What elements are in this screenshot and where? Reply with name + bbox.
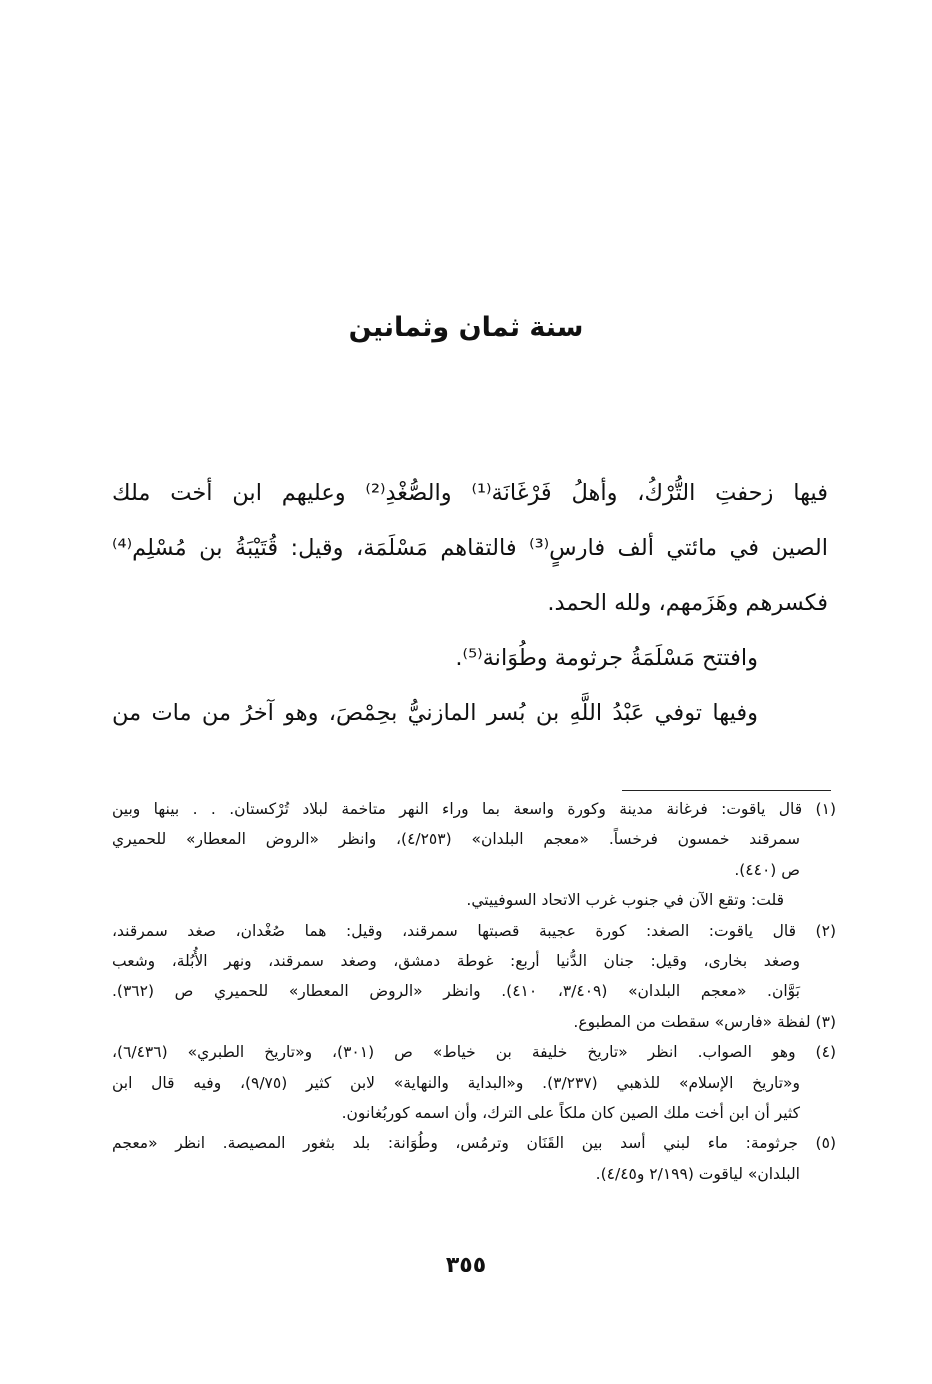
footnote-line: و«تاريخ الإسلام» للذهبي (٣/٢٣٧). و«البداية والنهاية» لابن كثير (٩/٧٥)، وفيه قال ابن <box>112 1073 800 1092</box>
body-line: فكسرهم وهَزَمهم، ولله الحمد. <box>547 590 828 616</box>
body-line: فيها زحفتِ التُّرْكُ، وأهلُ فَرْغَانَة⁽¹⁾ والصُّغْدِ⁽²⁾ وعليهم ابن أخت ملك <box>112 480 828 506</box>
footnote-line: البلدان» لياقوت (٢/١٩٩ و٤/٤٥). <box>595 1164 800 1183</box>
main-text <box>112 466 828 741</box>
footnote-line: وصغد بخارى، وقيل: جنان الدُّنيا أربع: غوطة دمشق، وصغد سمرقند، ونهر الأُبُلة، وشعب <box>112 951 800 970</box>
chapter-title: سنة ثمان وثمانين <box>348 312 584 343</box>
footnote-divider <box>622 790 831 791</box>
body-line: وافتتح مَسْلَمَةُ جرثومة وطُوَانة⁽⁵⁾. <box>455 645 758 671</box>
footnote-line: (١) قال ياقوت: فرغانة مدينة وكورة واسعة بما وراء النهر متاخمة لبلاد تُرْكستان. . . بينها وبين <box>112 800 836 818</box>
footnote-line: (٢) قال ياقوت: الصغد: كورة عجيبة قصبتها سمرقند، وقيل: هما صُغْدان، صغد سمرقند، <box>112 921 836 940</box>
page-number: ٣٥٥ <box>445 1253 487 1278</box>
body-line: الصين في مائتي ألف فارسٍ⁽³⁾ فالتقاهم مَسْلَمَة، وقيل: قُتَيْبَةُ بن مُسْلِم⁽⁴⁾ <box>112 535 828 561</box>
footnote-line: سمرقند خمسون فرخساً. «معجم البلدان» (٤/٢٥٣)، وانظر «الروض المعطار» للحميري <box>112 830 800 849</box>
footnote-line: كثير أن ابن أخت ملك الصين كان ملكاً على الترك، وأن اسمه كوربُغانون. <box>341 1103 800 1122</box>
footnote-line: ص (٤٤٠). <box>734 860 800 879</box>
footnotes <box>112 794 836 1189</box>
footnote-line: بَوَّان. «معجم البلدان» (٣/٤٠٩، ٤١٠). وانظر «الروض المعطار» للحميري ص (٣٦٢). <box>112 982 800 1001</box>
footnote-line: (٥) جرثومة: ماء لبني أسد بين القَنَان وترمُس، وطُوَانة: بلد بثغور المصيصة. انظر «معجم <box>112 1134 836 1153</box>
footnote-line: (٤) وهو الصواب. انظر «تاريخ خليفة بن خياط» ص (٣٠١)، و«تاريخ الطبري» (٦/٤٣٦)، <box>112 1043 836 1062</box>
footnote-line: قلت: وتقع الآن في جنوب غرب الاتحاد السوفييتي. <box>466 891 784 910</box>
footnote-line: (٣) لفظة «فارس» سقطت من المطبوع. <box>573 1012 836 1031</box>
body-line: وفيها توفي عَبْدُ اللَّهِ بن بُسر المازنيُّ بحِمْصَ، وهو آخرُ من مات من <box>112 700 758 726</box>
